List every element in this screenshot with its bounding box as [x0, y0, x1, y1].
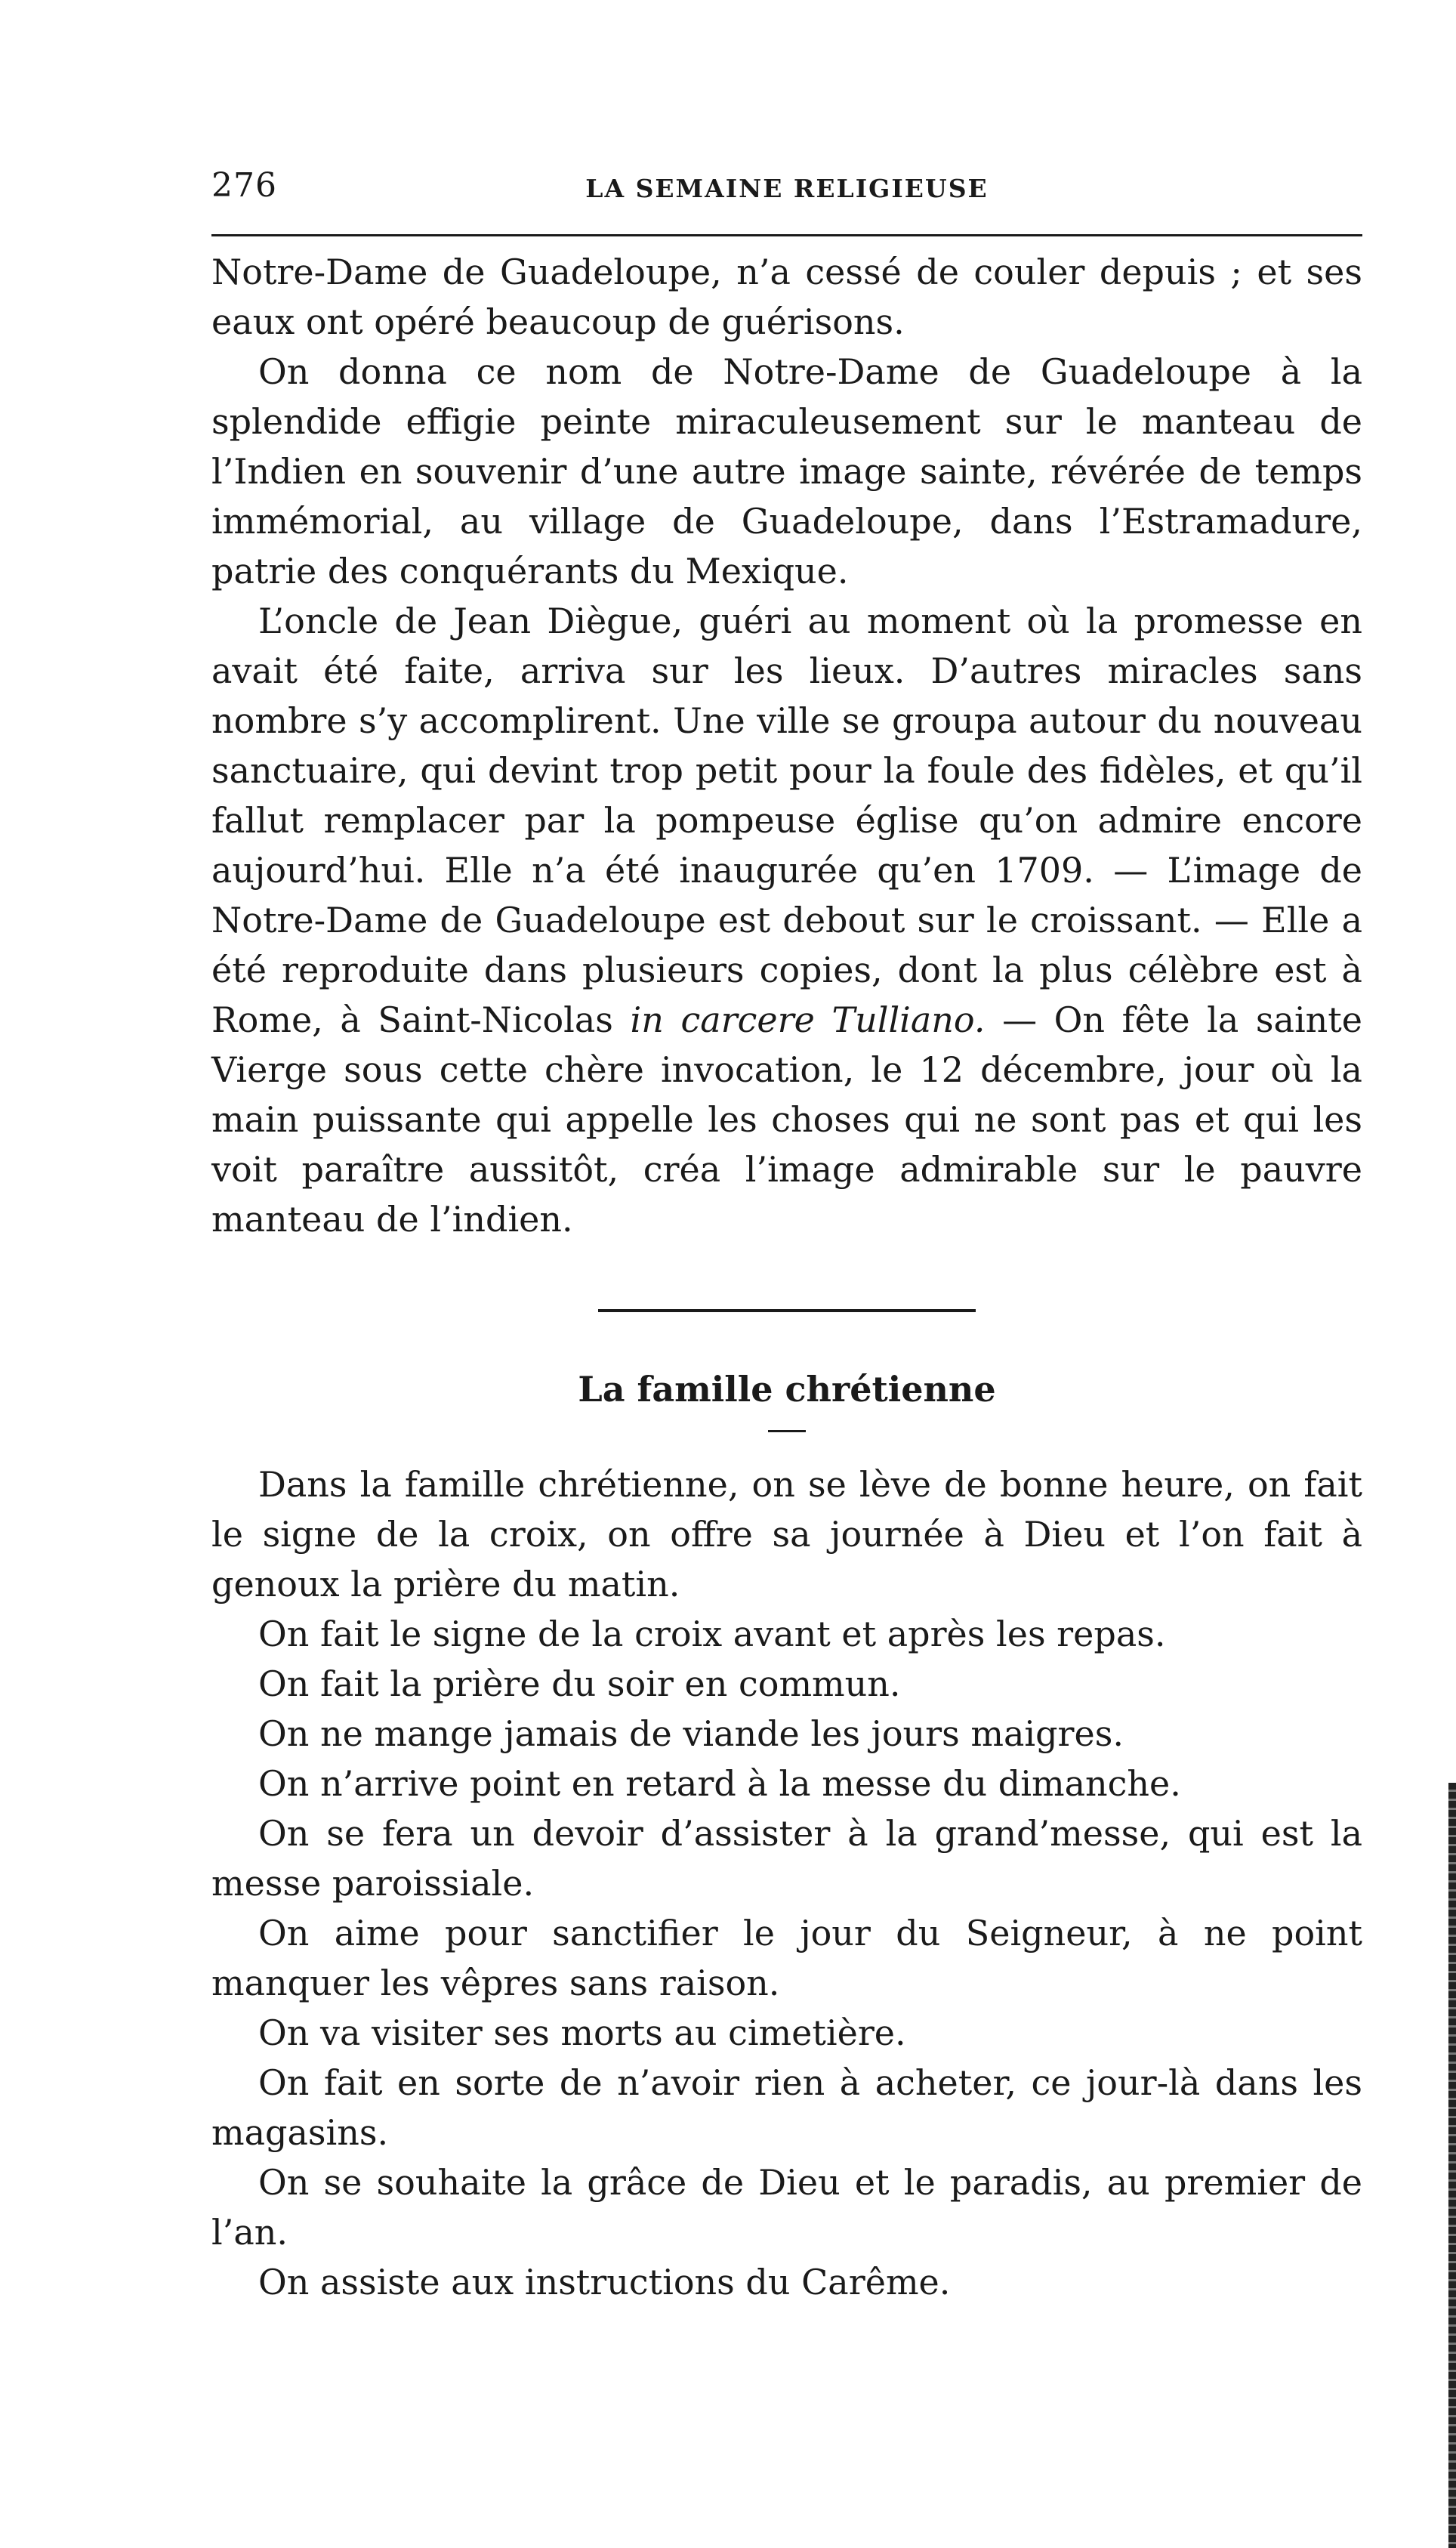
paragraph: On n’arrive point en retard à la messe du dimanche.: [258, 1763, 1181, 1804]
paragraph: [211, 596, 1362, 1244]
header-rule: [211, 234, 1362, 236]
paragraph: Notre-Dame de Guadeloupe, n’a cessé de couler depuis ; et ses eaux ont opéré beaucoup de guérisons.: [211, 252, 1362, 342]
paragraph: On aime pour sanctifier le jour du Seigneur, à ne point manquer les vêpres sans raison.: [211, 1913, 1362, 2003]
running-title: LA SEMAINE RELIGIEUSE: [585, 174, 989, 203]
paragraph: On fait la prière du soir en commun.: [258, 1663, 901, 1704]
paragraph: On assiste aux instructions du Carême.: [258, 2262, 951, 2302]
article-guadeloupe: [211, 247, 1362, 1244]
paragraph: Dans la famille chrétienne, on se lève de bonne heure, on fait le signe de la croix, on offre sa journée à Dieu et l’on fait à genoux la prière du matin.: [211, 1464, 1362, 1604]
paragraph: On donna ce nom de Notre-Dame de Guadeloupe à la splendide effigie peinte miraculeusement sur le manteau de l’Indien en souvenir d’une autre image sainte, révérée de temps immémorial, au village de Guadeloupe, dans l’Estramadure, patrie des conquérants du Mexique.: [211, 351, 1362, 591]
italic-phrase: in carcere Tulliano.: [630, 999, 986, 1040]
section-divider: [598, 1309, 976, 1312]
article-famille-chretienne: [211, 1459, 1362, 2307]
scan-page-edge: [1448, 1783, 1456, 2548]
book-page: [211, 151, 1362, 2307]
page-number: 276: [211, 166, 277, 205]
running-head: [211, 151, 1362, 234]
paragraph: On ne mange jamais de viande les jours maigres.: [258, 1713, 1124, 1754]
section-title: La famille chrétienne: [578, 1369, 996, 1410]
paragraph-text: L’oncle de Jean Diègue, guéri au moment où la promesse en avait été faite, arriva sur les lieux. D’autres miracles sans nombre s’y accomplirent. Une ville se groupa autour du nouveau sanctuaire, qui devint trop petit pour la foule des fidèles, et qu’il fallut remplacer par la pompeuse église qu’on admire encore aujourd’hui. Elle n’a été inaugurée qu’en 1709. — L’image de Notre-Dame de Guadeloupe est debout sur le croissant. — Elle a été reproduite dans plusieurs copies, dont la plus célèbre est à Rome, à Saint-Nicolas: [211, 601, 1362, 1040]
paragraph: On fait le signe de la croix avant et après les repas.: [258, 1614, 1166, 1654]
title-dash: [768, 1430, 806, 1432]
paragraph: On fait en sorte de n’avoir rien à acheter, ce jour-là dans les magasins.: [211, 2062, 1362, 2153]
paragraph: On va visiter ses morts au cimetière.: [258, 2012, 906, 2053]
paragraph-text: — On fête la sainte Vierge sous cette chère invocation, le 12 décembre, jour où la main puissante qui appelle les choses qui ne sont pas et qui les voit paraître aussitôt, créa l’image admirable sur le pauvre manteau de l’indien.: [211, 999, 1362, 1240]
paragraph: On se souhaite la grâce de Dieu et le paradis, au premier de l’an.: [211, 2162, 1362, 2253]
paragraph: On se fera un devoir d’assister à la grand’messe, qui est la messe paroissiale.: [211, 1813, 1362, 1904]
